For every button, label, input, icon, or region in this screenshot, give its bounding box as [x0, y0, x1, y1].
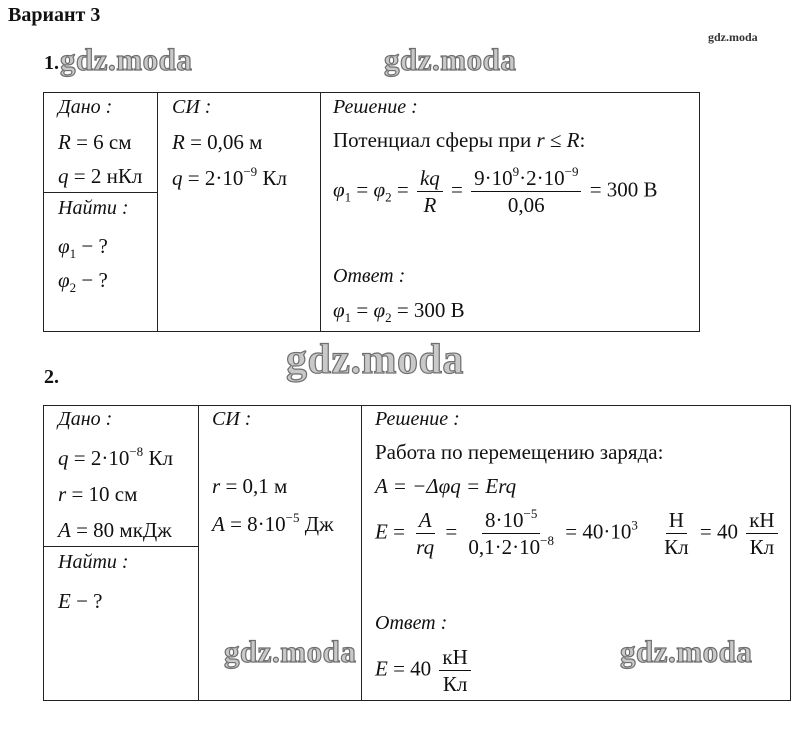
solution-header: Решение :	[333, 96, 418, 118]
given-q: $q = 2\cdot 10^{-8}$ Кл	[58, 444, 173, 470]
si-header: СИ :	[212, 408, 252, 430]
find-header: Найти :	[58, 551, 129, 573]
answer-header: Ответ :	[333, 265, 406, 287]
divider	[157, 92, 158, 332]
work-formula: A = −Δφq = Erq	[375, 474, 517, 498]
watermark: gdz.moda	[60, 42, 193, 77]
given-A: A = 80 мкДж	[58, 518, 172, 542]
variant-title: Вариант 3	[8, 4, 101, 26]
problem2-number: 2.	[44, 366, 59, 388]
watermark: gdz.moda	[224, 634, 357, 669]
solution-text: Потенциал сферы при r ≤ R:	[333, 128, 586, 152]
find-E: E − ?	[58, 589, 103, 613]
solution-text: Работа по перемещению заряда:	[375, 440, 664, 464]
watermark: gdz.moda	[620, 634, 753, 669]
divider	[198, 405, 199, 701]
si-q: $q = 2\cdot 10^{-9}$ Кл	[172, 164, 287, 190]
watermark-small: gdz.moda	[708, 30, 758, 44]
potential-formula: $\varphi_1 = \varphi_2$ = $\frac{kq}{R}$ = $\frac{9\cdot 10^9\cdot 2\cdot 10^{-9}}{0,06}$ = 300 В	[333, 164, 658, 217]
fraction-numeric: $\frac{9\cdot 10^9\cdot 2\cdot 10^{-9}}{0,06}$	[471, 166, 581, 217]
si-R: R = 0,06 м	[172, 130, 263, 154]
problem1-number: 1.	[44, 52, 59, 74]
watermark: gdz.moda	[384, 42, 517, 77]
watermark: gdz.moda	[286, 337, 464, 383]
answer-value: $\varphi_1 = \varphi_2 = 300$ В	[333, 298, 465, 325]
divider	[43, 192, 158, 193]
unit-fraction: $\frac{кН}{Кл}$	[439, 645, 470, 696]
si-A: $A = 8\cdot 10^{-5}$ Дж	[212, 510, 334, 536]
si-header: СИ :	[172, 96, 212, 118]
given-R: R = 6 см	[58, 130, 132, 154]
answer-value: E = 40 $\frac{кН}{Кл}$	[375, 645, 474, 696]
divider	[43, 546, 199, 547]
divider	[320, 92, 321, 332]
fraction-kq-R: $\frac{kq}{R}$	[417, 166, 443, 217]
field-formula: E = $\frac{A}{rq}$ = $\frac{8\cdot 10^{-5}}{0,1\cdot 2\cdot 10^{-8}}$ = $40\cdot 10^3$ $\frac{Н}{Кл}$ = 40 $\frac{кН}{Кл}$	[375, 508, 781, 559]
find-header: Найти :	[58, 197, 129, 219]
si-r: r = 0,1 м	[212, 474, 288, 498]
fraction-numeric: $\frac{8\cdot 10^{-5}}{0,1\cdot 2\cdot 10^{-8}}$	[468, 506, 555, 559]
given-q: q = 2 нКл	[58, 164, 143, 188]
solution-header: Решение :	[375, 408, 460, 430]
answer-header: Ответ :	[375, 612, 448, 634]
divider	[361, 405, 362, 701]
given-r: r = 10 см	[58, 482, 138, 506]
fraction-A-rq: $\frac{A}{rq}$	[416, 508, 435, 559]
given-header: Дано :	[58, 96, 113, 118]
given-header: Дано :	[58, 408, 113, 430]
find-phi2: $\varphi_2$ − ?	[58, 268, 108, 295]
unit-fraction: $\frac{Н}{Кл}$	[664, 508, 689, 559]
unit-fraction: $\frac{кН}{Кл}$	[746, 508, 777, 559]
find-phi1: $\varphi_1$ − ?	[58, 234, 108, 261]
